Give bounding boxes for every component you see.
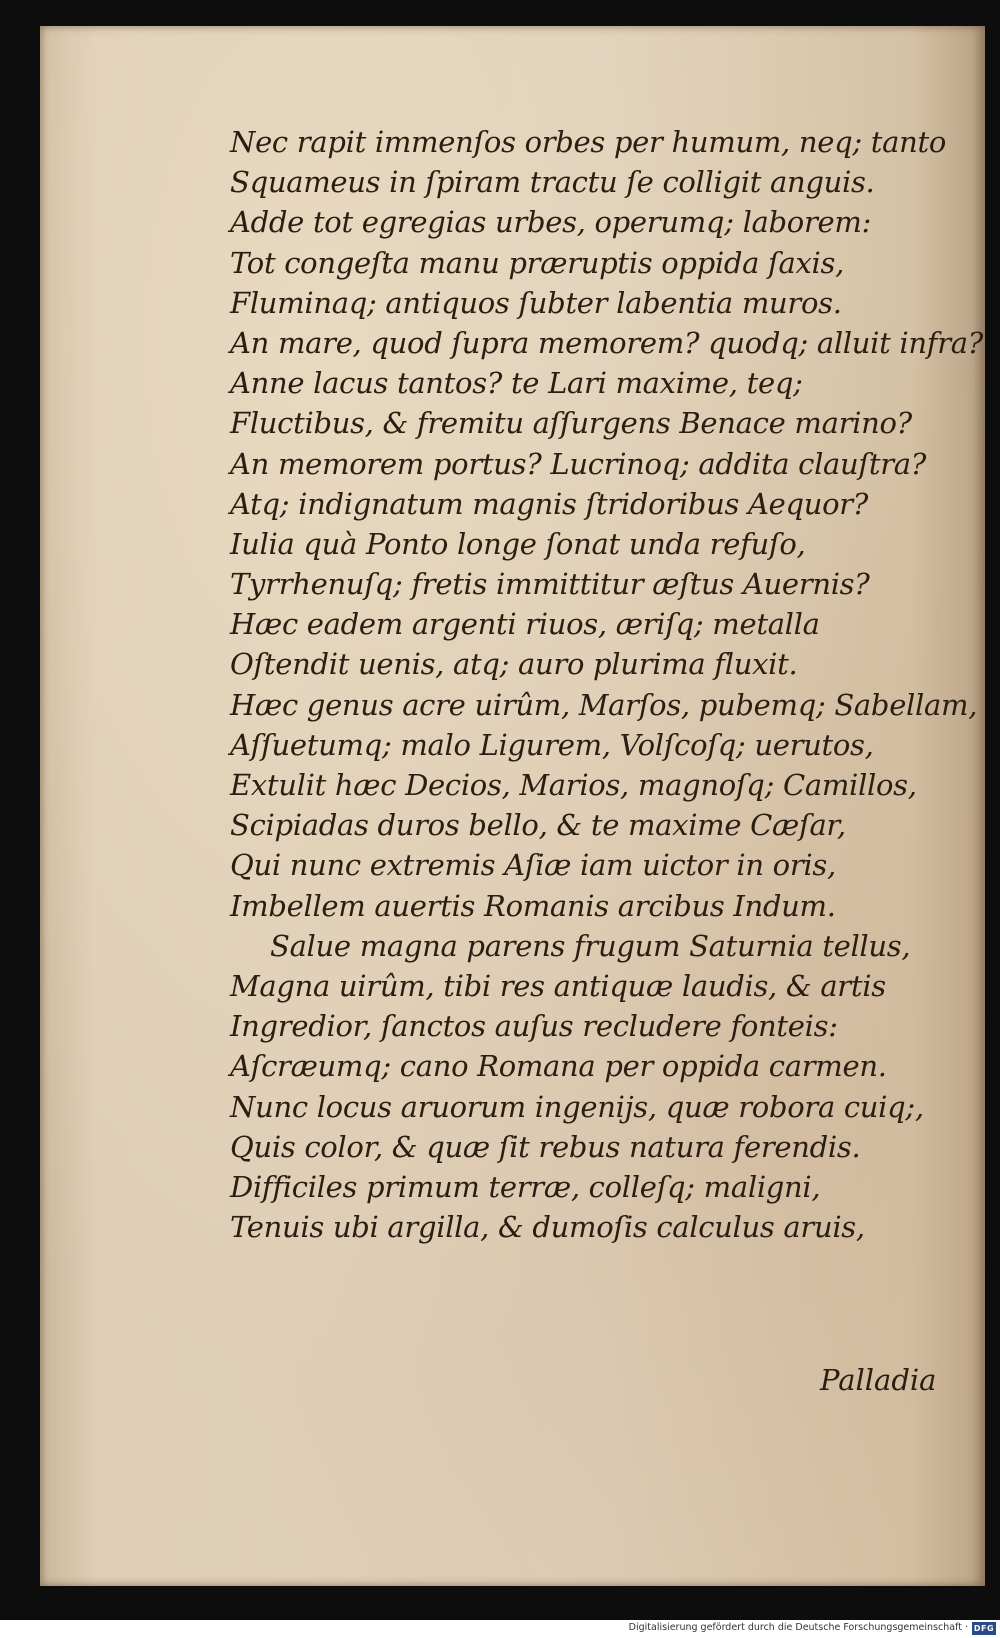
funding-credit: Digitalisierung gefördert durch die Deutsche Forschungsgemeinschaft · bbox=[628, 1622, 968, 1633]
verse-line: Oſtendit uenis, atq; auro plurima fluxit. bbox=[230, 647, 798, 682]
verse-line: Hæc genus acre uirûm, Marſos, pubemq; Sabellam, bbox=[230, 687, 978, 722]
verse-line: Fluminaq; antiquos ſubter labentia muros. bbox=[230, 285, 842, 320]
verse-line: Nec rapit immenſos orbes per humum, neq; tanto bbox=[230, 125, 947, 159]
verse-line: Aſcræumq; cano Romana per oppida carmen. bbox=[230, 1049, 887, 1084]
verse-line: Tenuis ubi argilla, & dumoſis calculus aruis, bbox=[230, 1210, 865, 1245]
verse-line: Magna uirûm, tibi res antiquæ laudis, & artis bbox=[230, 968, 886, 1003]
verse-line: Anne lacus tantos? te Lari maxime, teq; bbox=[230, 366, 803, 401]
verse-line: Fluctibus, & fremitu aſſurgens Benace marino? bbox=[230, 406, 912, 441]
verse-line: Squameus in ſpiram tractu ſe colligit anguis. bbox=[230, 165, 875, 200]
verse-line: Hæc eadem argenti riuos, æriſq; metalla bbox=[230, 607, 820, 642]
verse-line: Extulit hæc Decios, Marios, magnoſq; Camillos, bbox=[230, 768, 917, 802]
verse-line: An memorem portus? Lucrinoq; addita clauſtra? bbox=[230, 446, 926, 481]
catchword: Palladia bbox=[820, 1363, 937, 1397]
book-page bbox=[40, 26, 985, 1586]
verse-line: Atq; indignatum magnis ſtridoribus Aequor? bbox=[230, 486, 869, 521]
verse-line: Quis color, & quæ ſit rebus natura ferendis. bbox=[230, 1129, 861, 1164]
verse-line: Difficiles primum terræ, colleſq; maligni, bbox=[230, 1169, 821, 1204]
dfg-logo: DFG bbox=[973, 1624, 995, 1633]
verse-line: Tot congeſta manu præruptis oppida ſaxis, bbox=[230, 245, 844, 280]
verse-line: Aſſuetumq; malo Ligurem, Volſcoſq; uerutos, bbox=[230, 727, 874, 762]
verse-line: Qui nunc extremis Aſiæ iam uictor in oris, bbox=[230, 848, 836, 883]
verse-line: Ingredior, ſanctos auſus recludere fonteis: bbox=[230, 1009, 838, 1044]
verse-line: Imbellem auertis Romanis arcibus Indum. bbox=[230, 888, 836, 923]
digitization-footer bbox=[0, 1620, 1000, 1638]
verse-line: Salue magna parens frugum Saturnia tellus, bbox=[270, 928, 911, 963]
verse-line: Adde tot egregias urbes, operumq; laborem: bbox=[230, 205, 872, 240]
verse-line: Nunc locus aruorum ingenijs, quæ robora cuiq;, bbox=[230, 1089, 924, 1124]
verse-line: Iulia quà Ponto longe ſonat unda refuſo, bbox=[230, 526, 806, 561]
verse-line: Scipiadas duros bello, & te maxime Cæſar, bbox=[230, 808, 846, 843]
verse-text-block bbox=[230, 122, 983, 1247]
verse-line: An mare, quod ſupra memorem? quodq; alluit infra? bbox=[230, 325, 983, 360]
verse-line: Tyrrhenuſq; fretis immittitur æſtus Auernis? bbox=[230, 567, 870, 602]
